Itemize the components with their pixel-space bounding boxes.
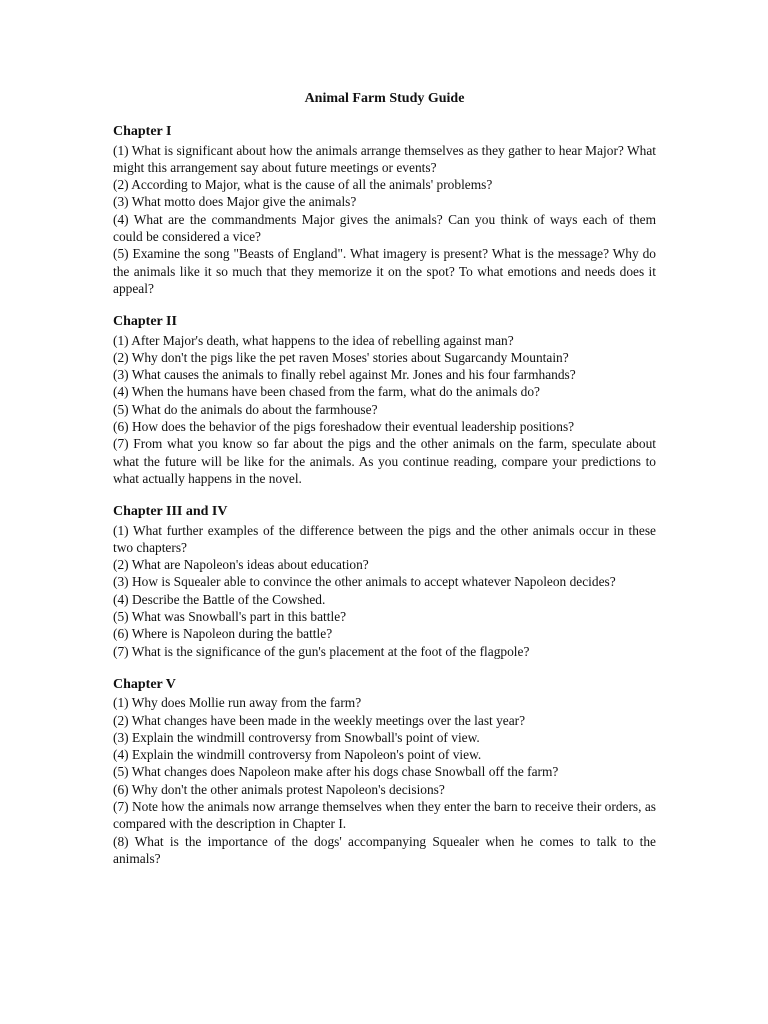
document-page bbox=[113, 90, 656, 883]
question-item: (4) When the humans have been chased from the farm, what do the animals do? bbox=[113, 384, 540, 400]
chapter-heading: Chapter III and IV bbox=[113, 504, 228, 520]
question-item: (2) What changes have been made in the weekly meetings over the last year? bbox=[113, 712, 526, 728]
question-item: (7) What is the significance of the gun's placement at the foot of the flagpole? bbox=[113, 643, 530, 659]
question-item: (4) Explain the windmill controversy from Napoleon's point of view. bbox=[113, 747, 482, 763]
question-item: (1) After Major's death, what happens to the idea of rebelling against man? bbox=[113, 332, 514, 348]
chapter-section-3 bbox=[113, 503, 656, 660]
question-item: (1) What further examples of the difference between the pigs and the other animals occur in these two chapters? bbox=[113, 522, 656, 555]
question-item: (5) What changes does Napoleon make after his dogs chase Snowball off the farm? bbox=[113, 764, 559, 780]
chapter-section-4 bbox=[113, 676, 656, 867]
question-item: (7) From what you know so far about the pigs and the other animals on the farm, speculate about what the future will be like for the animals. As you continue reading, compare your predictions to what actually happens in the novel. bbox=[113, 436, 656, 486]
question-item: (2) Why don't the pigs like the pet raven Moses' stories about Sugarcandy Mountain? bbox=[113, 349, 569, 365]
question-item: (6) How does the behavior of the pigs foreshadow their eventual leadership positions? bbox=[113, 419, 575, 435]
question-item: (3) What causes the animals to finally rebel against Mr. Jones and his four farmhands? bbox=[113, 367, 576, 383]
chapter-heading: Chapter II bbox=[113, 314, 177, 330]
question-item: (6) Where is Napoleon during the battle? bbox=[113, 626, 333, 642]
question-item: (4) Describe the Battle of the Cowshed. bbox=[113, 591, 326, 607]
question-item: (5) What do the animals do about the farmhouse? bbox=[113, 401, 378, 417]
question-item: (7) Note how the animals now arrange themselves when they enter the barn to receive their orders, as compared with the description in Chapter I. bbox=[113, 798, 656, 832]
question-item: (1) Why does Mollie run away from the farm? bbox=[113, 695, 362, 711]
question-item: (5) What was Snowball's part in this battle? bbox=[113, 609, 347, 625]
question-item: (2) According to Major, what is the cause of all the animals' problems? bbox=[113, 177, 493, 193]
question-item: (1) What is significant about how the animals arrange themselves as they gather to hear Major? What might this arrangement say about future meetings or events? bbox=[113, 142, 656, 175]
question-item: (2) What are Napoleon's ideas about education? bbox=[113, 557, 369, 573]
chapter-heading: Chapter V bbox=[113, 676, 176, 692]
question-item: (5) Examine the song "Beasts of England". What imagery is present? What is the message? Why do the animals like it so much that they memorize it on the spot? To what emotions and needs does it appeal? bbox=[113, 246, 656, 296]
chapter-section-1 bbox=[113, 123, 656, 297]
document-title: Animal Farm Study Guide bbox=[304, 91, 465, 106]
question-item: (3) How is Squealer able to convince the other animals to accept whatever Napoleon decides? bbox=[113, 574, 616, 590]
chapter-heading: Chapter I bbox=[113, 124, 172, 140]
question-item: (3) What motto does Major give the animals? bbox=[113, 194, 357, 210]
question-item: (6) Why don't the other animals protest Napoleon's decisions? bbox=[113, 781, 445, 797]
question-item: (4) What are the commandments Major gives the animals? Can you think of ways each of them could be considered a vice? bbox=[113, 211, 656, 245]
question-item: (3) Explain the windmill controversy from Snowball's point of view. bbox=[113, 729, 480, 745]
chapter-section-2 bbox=[113, 313, 656, 487]
question-item: (8) What is the importance of the dogs' accompanying Squealer when he comes to talk to the animals? bbox=[113, 833, 656, 866]
